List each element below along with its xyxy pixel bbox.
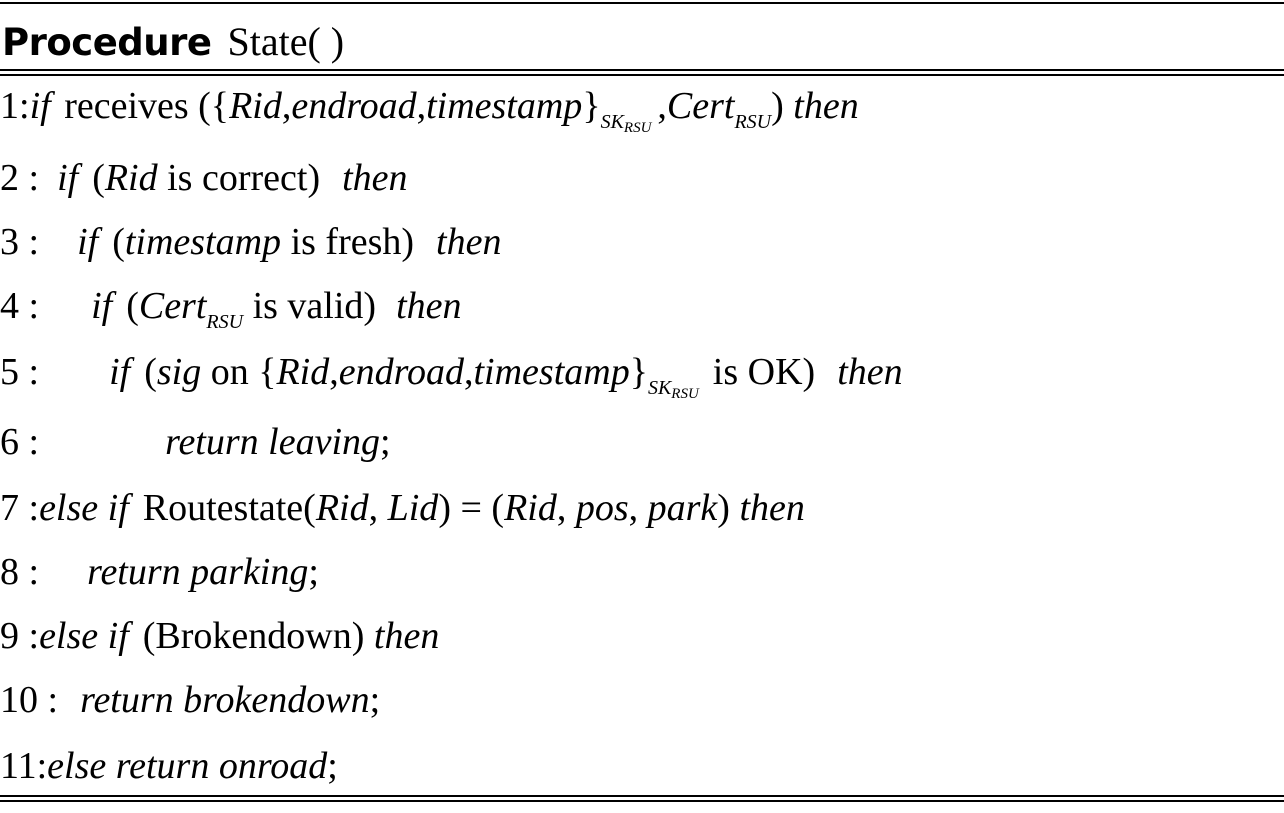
bottom-rule-lower — [0, 800, 1284, 802]
line-number: 3 : — [0, 221, 40, 263]
code-line-6: 6 : return leaving; — [0, 414, 391, 470]
code-line-11: 11:else return onroad; — [0, 738, 338, 794]
line-number: 7 : — [0, 487, 40, 529]
code-line-2: 2 : if (Rid is correct) then — [0, 150, 408, 206]
code-line-4: 4 : if (Cert$_{RSU}$ is valid) then — [0, 278, 462, 334]
code-line-7: 7 :else if Routestate(Rid, Lid) = (Rid, pos, park) then — [0, 480, 805, 536]
bottom-rule-upper — [0, 795, 1284, 797]
line-number: 6 : — [0, 421, 40, 463]
line-number: 2 : — [0, 157, 40, 199]
code-line-1: 1:if receives $(\{Rid,endroad,timestamp\}_{SK_{RSU}},Cert_{RSU})$ then — [0, 78, 859, 134]
line-number: 11: — [0, 745, 48, 787]
procedure-header — [2, 18, 344, 66]
line-number: 5 : — [0, 351, 40, 393]
top-rule — [0, 2, 1284, 4]
keyword-then: then — [793, 85, 859, 127]
procedure-keyword: Procedure — [2, 21, 212, 64]
code-line-9: 9 :else if (Brokendown) then — [0, 608, 439, 664]
keyword-if: if — [29, 85, 51, 127]
line-number: 1: — [0, 85, 30, 127]
procedure-name: State( ) — [227, 19, 345, 64]
code-line-8: 8 : return parking; — [0, 544, 319, 600]
header-rule-lower — [0, 74, 1284, 76]
code-line-5: 5 : if (sig on $\{Rid,endroad,timestamp\}_{SK_{RSU}}is$ OK) then — [0, 344, 903, 400]
line-number: 8 : — [0, 551, 40, 593]
line-number: 10 : — [0, 679, 59, 721]
line-number: 4 : — [0, 285, 40, 327]
code-line-3: 3 : if (timestamp is fresh) then — [0, 214, 501, 270]
code-line-10: 10 : return brokendown; — [0, 672, 380, 728]
header-rule-upper — [0, 69, 1284, 71]
line-number: 9 : — [0, 615, 40, 657]
